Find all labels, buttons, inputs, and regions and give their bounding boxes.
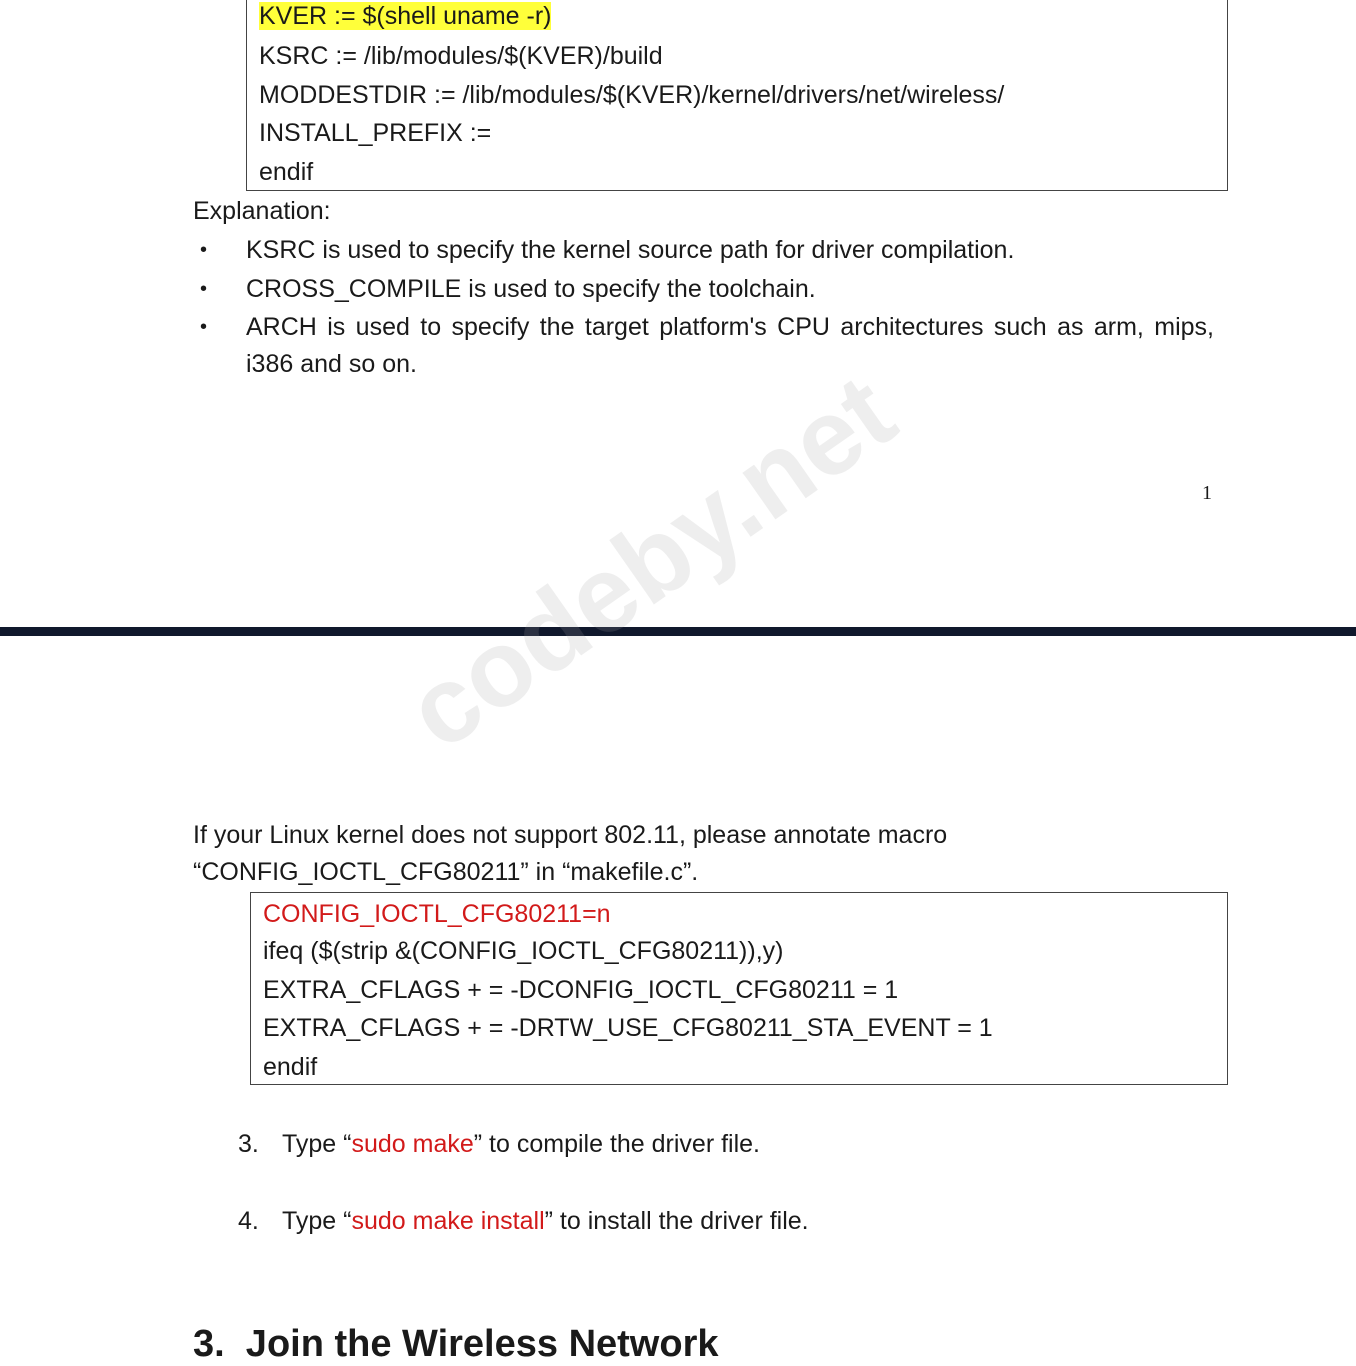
step-3-text: Type “sudo make” to compile the driver file. (282, 1130, 760, 1158)
watermark: codeby.net (385, 350, 916, 773)
code-line-endif: endif (263, 1053, 318, 1081)
explanation-item-ksrc: KSRC is used to specify the kernel source path for driver compilation. (246, 236, 1015, 264)
explanation-item-arch-cont: i386 and so on. (246, 350, 417, 378)
step-3-number: 3. (238, 1130, 259, 1158)
highlighted-code: KVER := $(shell uname -r) (259, 2, 552, 30)
bullet-marker: • (200, 278, 208, 300)
page-number: 1 (1202, 482, 1212, 504)
explanation-title: Explanation: (193, 197, 331, 225)
command-sudo-make-install: sudo make install (351, 1207, 545, 1235)
bullet-marker: • (200, 316, 208, 338)
explanation-item-arch: ARCH is used to specify the target platform's CPU architectures such as arm, mips, (246, 313, 1214, 341)
code-line-install-prefix: INSTALL_PREFIX := (259, 119, 492, 147)
intro-line-1: If your Linux kernel does not support 802.11, please annotate macro (193, 821, 948, 849)
intro-line-2: “CONFIG_IOCTL_CFG80211” in “makefile.c”. (193, 858, 699, 886)
code-block-cfg80211 (250, 892, 1228, 1085)
code-line-config: CONFIG_IOCTL_CFG80211=n (263, 900, 611, 928)
explanation-item-cross-compile: CROSS_COMPILE is used to specify the toolchain. (246, 275, 816, 303)
code-line-cflags-1: EXTRA_CFLAGS + = -DCONFIG_IOCTL_CFG80211 = 1 (263, 976, 899, 1004)
code-block-kernel-vars (246, 0, 1228, 191)
command-sudo-make: sudo make (351, 1130, 474, 1158)
step-4-text: Type “sudo make install” to install the driver file. (282, 1207, 809, 1235)
page-divider (0, 627, 1356, 636)
code-line-cflags-2: EXTRA_CFLAGS + = -DRTW_USE_CFG80211_STA_EVENT = 1 (263, 1014, 993, 1042)
code-line-moddestdir: MODDESTDIR := /lib/modules/$(KVER)/kernel/drivers/net/wireless/ (259, 81, 1005, 109)
code-line-endif: endif (259, 158, 314, 186)
step-4-number: 4. (238, 1207, 259, 1235)
bullet-marker: • (200, 239, 208, 261)
code-line-kver (259, 1, 551, 31)
code-line-ksrc: KSRC := /lib/modules/$(KVER)/build (259, 42, 663, 70)
section-heading: 3. Join the Wireless Network (193, 1323, 719, 1365)
code-line-ifeq: ifeq ($(strip &(CONFIG_IOCTL_CFG80211)),y) (263, 937, 784, 965)
